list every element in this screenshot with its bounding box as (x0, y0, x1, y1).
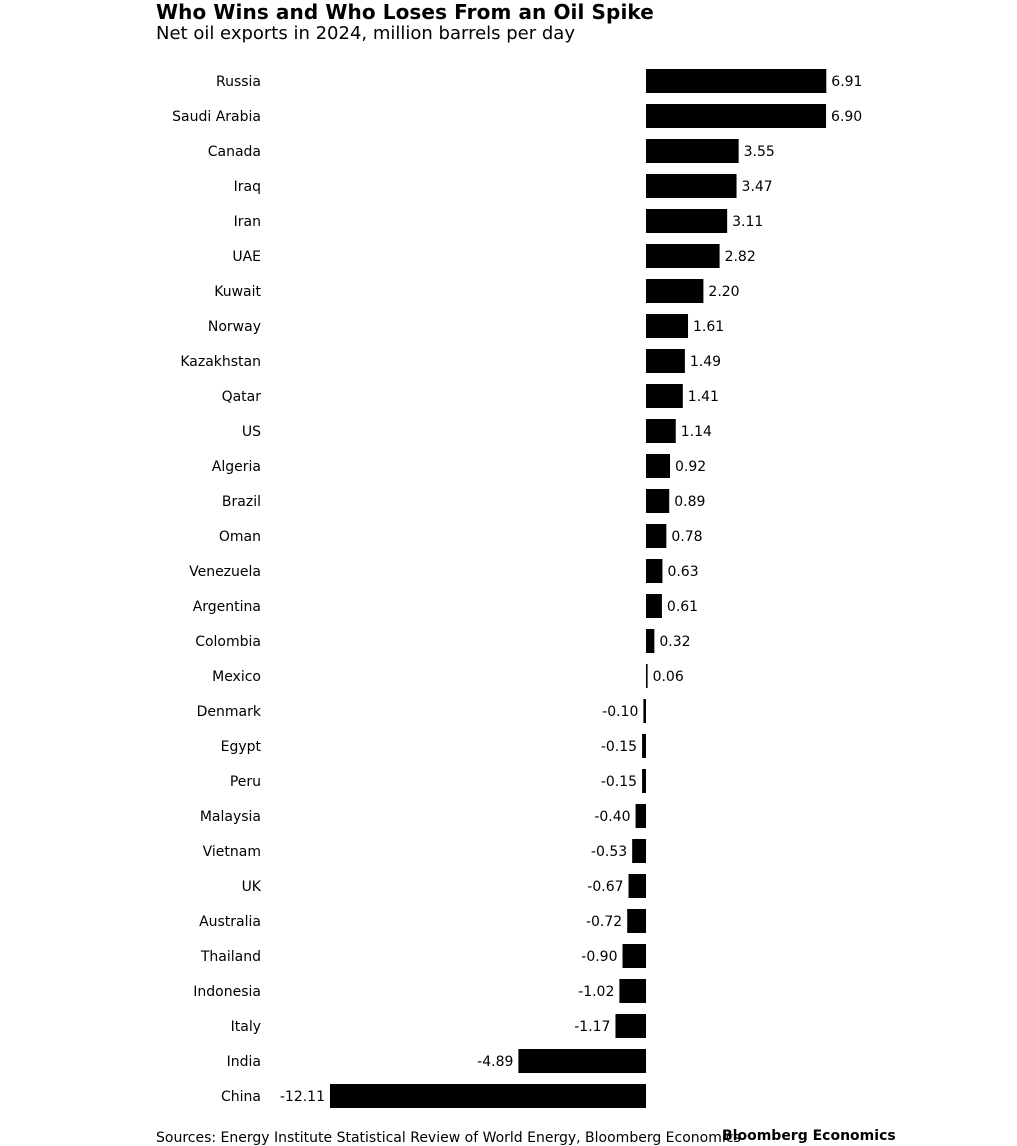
bar-brazil (646, 489, 669, 513)
category-label-italy: Italy (230, 1019, 261, 1035)
category-label-colombia: Colombia (195, 634, 261, 650)
bar-iran (646, 209, 727, 233)
bar-canada (646, 139, 739, 163)
brand-logo-text: Bloomberg Economics (722, 1128, 896, 1144)
category-label-venezuela: Venezuela (189, 564, 261, 580)
value-label-us: 1.14 (680, 424, 712, 440)
chart-title: Who Wins and Who Loses From an Oil Spike (156, 0, 654, 24)
bar-kazakhstan (646, 349, 685, 373)
value-label-venezuela: 0.63 (667, 564, 699, 580)
category-label-uk: UK (241, 879, 261, 895)
bar-india (518, 1049, 646, 1073)
category-label-kuwait: Kuwait (214, 284, 261, 300)
category-label-qatar: Qatar (221, 389, 261, 405)
bar-china (330, 1084, 646, 1108)
value-label-uk: -0.67 (587, 879, 624, 895)
value-label-algeria: 0.92 (675, 459, 707, 475)
bar-colombia (646, 629, 654, 653)
category-label-saudi-arabia: Saudi Arabia (172, 109, 261, 125)
source-note: Sources: Energy Institute Statistical Review of World Energy, Bloomberg Economics (156, 1130, 741, 1146)
category-label-kazakhstan: Kazakhstan (180, 354, 261, 370)
bar-egypt (642, 734, 646, 758)
category-label-iran: Iran (233, 214, 261, 230)
value-label-egypt: -0.15 (600, 739, 638, 755)
value-label-india: -4.89 (477, 1054, 514, 1070)
value-label-denmark: -0.10 (602, 704, 639, 720)
category-label-norway: Norway (207, 319, 261, 335)
category-label-argentina: Argentina (192, 599, 261, 615)
value-label-australia: -0.72 (585, 914, 623, 930)
value-label-oman: 0.78 (671, 529, 703, 545)
bar-uk (629, 874, 646, 898)
value-label-saudi-arabia: 6.90 (831, 109, 863, 125)
category-label-malaysia: Malaysia (199, 809, 261, 825)
value-label-qatar: 1.41 (687, 389, 719, 405)
bar-norway (646, 314, 688, 338)
category-label-egypt: Egypt (220, 739, 261, 755)
value-label-norway: 1.61 (693, 319, 725, 335)
category-label-peru: Peru (229, 774, 261, 790)
bar-saudi-arabia (646, 104, 826, 128)
value-label-uae: 2.82 (724, 249, 756, 265)
category-label-denmark: Denmark (196, 704, 261, 720)
value-label-thailand: -0.90 (581, 949, 618, 965)
bar-mexico (646, 664, 648, 688)
category-label-oman: Oman (218, 529, 261, 545)
bar-oman (646, 524, 666, 548)
bar-peru (642, 769, 646, 793)
category-label-canada: Canada (207, 144, 261, 160)
value-label-mexico: 0.06 (652, 669, 684, 685)
bar-malaysia (636, 804, 646, 828)
value-label-indonesia: -1.02 (578, 984, 615, 1000)
category-label-us: US (241, 424, 261, 440)
value-label-argentina: 0.61 (666, 599, 699, 615)
category-label-india: India (226, 1054, 261, 1070)
bar-denmark (643, 699, 646, 723)
value-label-canada: 3.55 (743, 144, 775, 160)
category-label-china: China (221, 1089, 261, 1105)
value-label-vietnam: -0.53 (590, 844, 628, 860)
value-label-iraq: 3.47 (741, 179, 773, 195)
bar-qatar (646, 384, 683, 408)
bar-italy (615, 1014, 646, 1038)
category-label-vietnam: Vietnam (202, 844, 261, 860)
category-label-australia: Australia (199, 914, 261, 930)
bar-algeria (646, 454, 670, 478)
value-label-iran: 3.11 (732, 214, 764, 230)
value-label-peru: -0.15 (600, 774, 638, 790)
bar-indonesia (619, 979, 646, 1003)
bar-uae (646, 244, 720, 268)
category-label-russia: Russia (215, 74, 261, 90)
bar-thailand (623, 944, 646, 968)
bar-kuwait (646, 279, 703, 303)
value-label-brazil: 0.89 (674, 494, 706, 510)
bar-venezuela (646, 559, 662, 583)
category-label-thailand: Thailand (200, 949, 261, 965)
chart-subtitle: Net oil exports in 2024, million barrels per day (156, 23, 575, 44)
category-label-iraq: Iraq (233, 179, 261, 195)
category-label-mexico: Mexico (212, 669, 261, 685)
category-label-uae: UAE (232, 249, 261, 265)
bar-iraq (646, 174, 737, 198)
value-label-italy: -1.17 (574, 1019, 611, 1035)
category-label-indonesia: Indonesia (193, 984, 261, 1000)
bar-argentina (646, 594, 662, 618)
value-label-russia: 6.91 (831, 74, 863, 90)
bar-vietnam (632, 839, 646, 863)
category-label-algeria: Algeria (211, 459, 261, 475)
bar-russia (646, 69, 826, 93)
bar-australia (627, 909, 646, 933)
bar-us (646, 419, 676, 443)
value-label-malaysia: -0.40 (594, 809, 631, 825)
value-label-kazakhstan: 1.49 (689, 354, 722, 370)
value-label-kuwait: 2.20 (708, 284, 740, 300)
value-label-china: -12.11 (279, 1089, 325, 1105)
category-label-brazil: Brazil (221, 494, 261, 510)
value-label-colombia: 0.32 (659, 634, 691, 650)
